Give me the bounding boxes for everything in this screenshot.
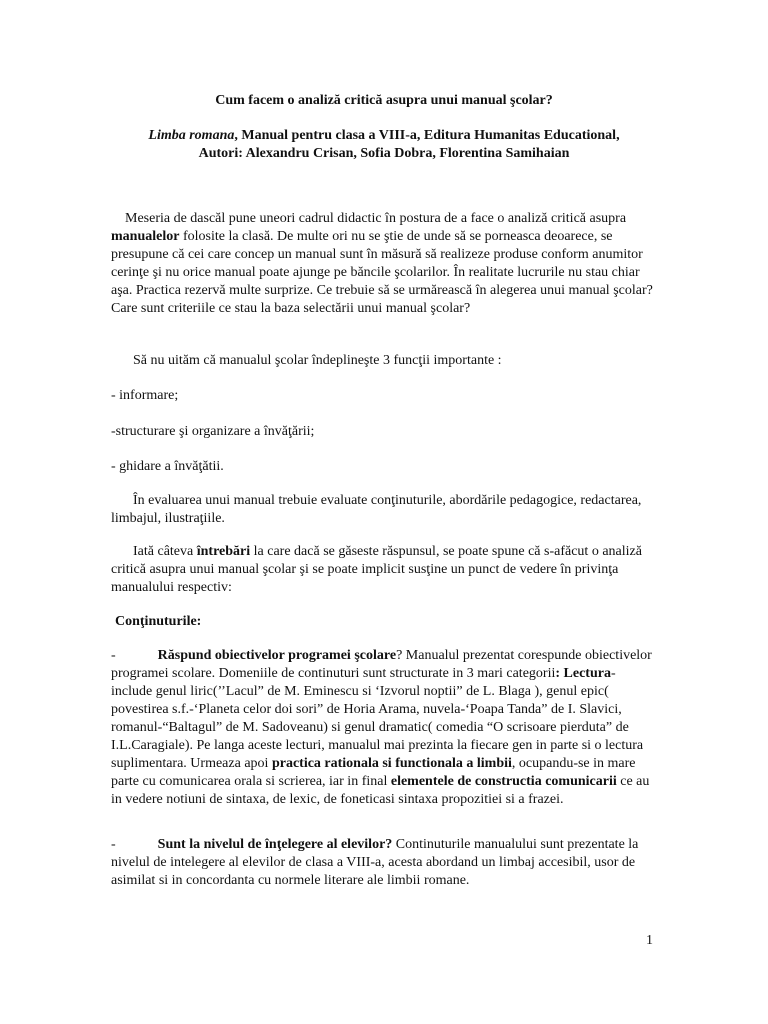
question-item-2 [111,836,656,890]
question-1-bold-2: practica rationala si functionala a limbii [271,756,512,771]
question-1-text-1: ? Manualul prezentat corespunde obiectivelor programei scolare. Domeniile de continuturi sunt structurate in 3 mari categorii [111,648,652,681]
section-heading-text: Conţinuturile: [115,614,202,629]
questions-paragraph [111,543,656,597]
intro-paragraph [111,210,656,318]
question-item-1 [111,647,656,809]
intro-text-c: folosite la clasă. De multe ori nu se ştie de unde să se porneasca deoarece, se presupune că cei care concep un manual sunt în măsură să realizeze produse conform anumitor cerinţe şi nu orice manual poate ajunge pe băncile şcolarilor. În realitate lucrurile nu stau chiar aşa. Practica rezervă multe surprize. Ce trebuie să se urmărească în alegerea unui manual şcolar? Care sunt criteriile ce stau la baza selectării unui manual şcolar? [111,229,653,316]
intro-bold: manualelor [111,229,180,244]
section-heading [115,613,660,631]
question-1-lectura: Lectura [560,666,611,681]
question-1-heading: Răspund obiectivelor programei şcolare [157,648,397,663]
function-item-informare: - informare; [111,388,179,403]
list-dash: - [111,648,116,663]
page-number: 1 [646,933,653,948]
question-2-text: Continuturile manualului sunt prezentate la nivelul de intelegere al elevilor de clasa a VIII-a, acesta abordand un limbaj accesibil, usor de asimilat si in concordanta cu normele literare ale limbii romane. [111,837,639,888]
questions-text-c: la care dacă se găseste răspunsul, se poate spune că s-afăcut o analiză critică asupra unui manual şcolar şi se poate implicit susţine un punct de vedere în privinţa manualului respectiv: [111,544,642,595]
book-title: Limba romana [148,128,235,143]
function-item-structurare: -structurare şi organizare a învăţării; [111,424,315,439]
questions-text-a: Iată câteva [133,544,197,559]
document-title: Cum facem o analiză critică asupra unui manual şcolar? [215,93,553,108]
intro-text-a: Meseria de dascăl pune uneori cadrul didactic în postura de a face o analiză critică asupra [125,211,627,226]
list-dash: - [111,837,116,852]
book-details: , Manual pentru clasa a VIII-a, Editura Humanitas Educational, [234,128,620,143]
question-1-text-4: ce au in vedere notiuni de sintaxa, de lexic, de foneticasi sintaxa propozitiei si a frazei. [111,774,650,807]
question-2-heading: Sunt la nivelul de înţelegere al elevilor? [157,837,393,852]
document-subtitle [0,127,768,163]
question-1-bold-3: elementele de constructia comunicarii [390,774,617,789]
question-1-text-3: , ocupandu-se in mare parte cu comunicarea orala si scrierea, iar in final [111,756,636,789]
functions-intro: Să nu uităm că manualul şcolar îndeplineşte 3 funcţii importante : [133,353,502,368]
book-authors: Autori: Alexandru Crisan, Sofia Dobra, Florentina Samihaian [198,146,570,161]
function-item-ghidare: - ghidare a învăţătii. [111,459,224,474]
questions-bold: întrebări [196,544,251,559]
question-1-text-2: - include genul liric(’’Lacul” de M. Eminescu si ‘Izvorul noptii” de L. Blaga ), genul epic( povestirea s.f.-‘Planeta celor doi sori” de Horia Arama, nuvela-‘Poapa Tanda” de I. Slavici, romanul-“Baltagul” de M. Sadoveanu) si genul dramatic( comedia “O scrisoare pierduta” de I.L.Caragiale). Pe langa aceste lecturi, manualul mai prezinta la fiecare gen in parte si o lectura suplimentara. Urmeaza apoi [111,666,644,771]
evaluation-paragraph: În evaluarea unui manual trebuie evaluate conţinuturile, abordările pedagogice, redactarea, limbajul, ilustraţiile. [111,493,642,526]
question-1-colon: : [555,666,561,681]
